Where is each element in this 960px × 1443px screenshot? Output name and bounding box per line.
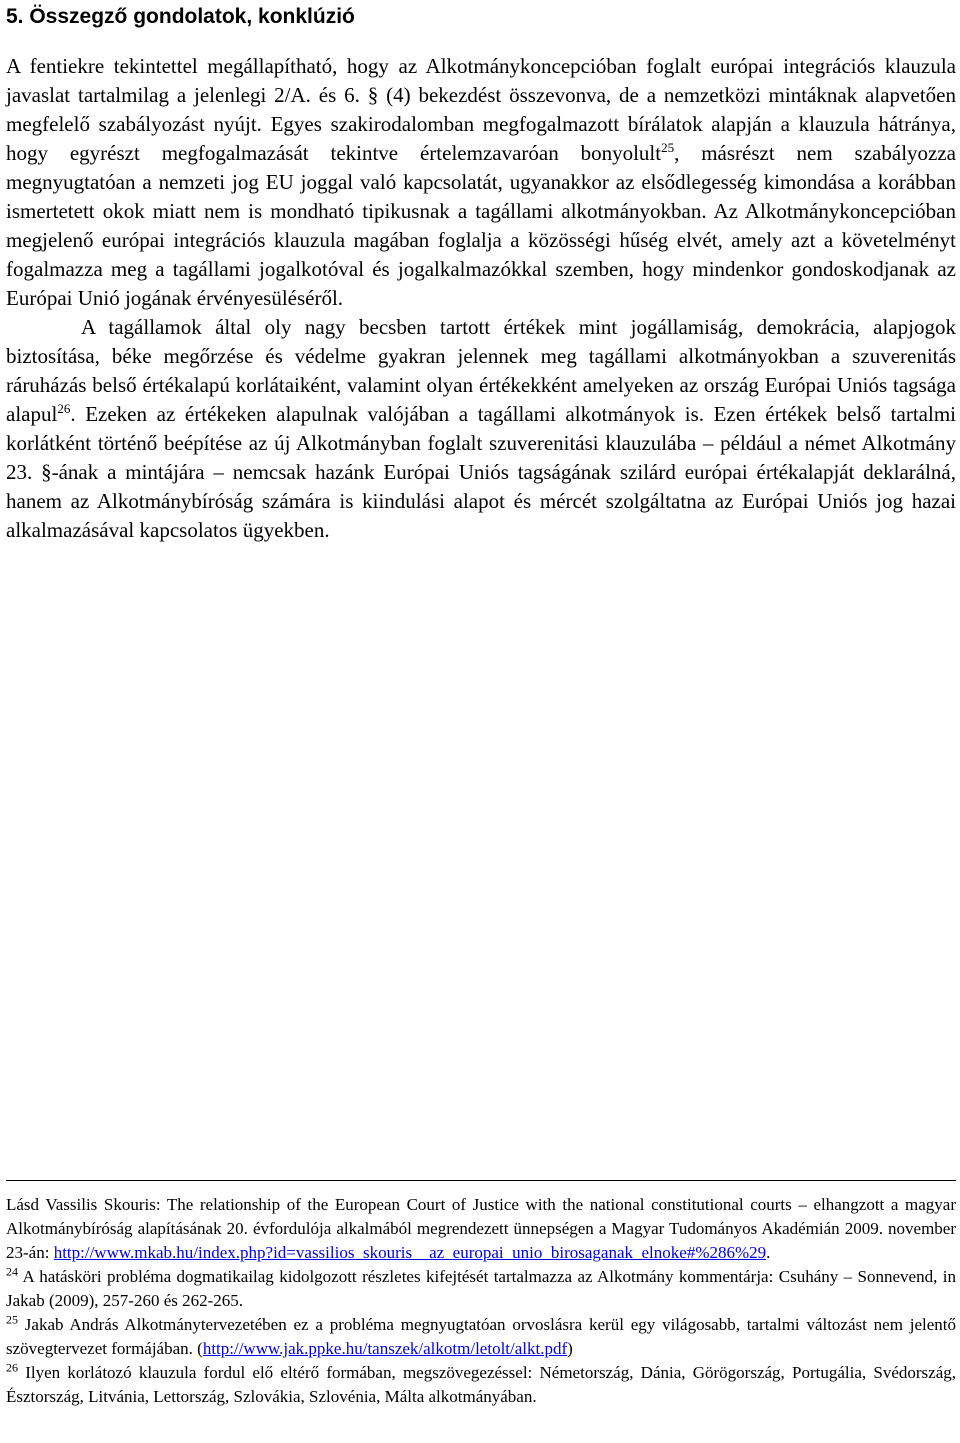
footnote-25-link[interactable]: http://www.jak.ppke.hu/tanszek/alkotm/letolt/alkt.pdf bbox=[202, 1339, 568, 1358]
footnote-26 bbox=[6, 1361, 956, 1409]
footnote-25-after: ) bbox=[567, 1339, 573, 1358]
footnote-23-text: Lásd Vassilis Skouris: The relationship of the European Court of Justice with the national constitutional courts – elhangzott a magyar Alkotmánybíróság alapításának 20. évfordulója alkalmából megrendezett ünnepségen a Magyar Tudományos Akadémián 2009. november 23-án: bbox=[6, 1195, 956, 1262]
footnote-25 bbox=[6, 1313, 956, 1361]
footnote-25-text: Jakab András Alkotmánytervezetében ez a probléma megnyugtatóan orvoslásra kerül egy világosabb, tartalmi változást nem jelentő szövegtervezet formájában. ( bbox=[6, 1315, 956, 1358]
footnote-26-number: 26 bbox=[6, 1360, 18, 1375]
footnote-24-number: 24 bbox=[6, 1264, 18, 1279]
footnote-separator bbox=[6, 1180, 956, 1181]
paragraph-1-part-1: A fentiekre tekintettel megállapítható, hogy az Alkotmánykoncepcióban foglalt európai integrációs klauzula javaslat tartalmilag a jelenlegi 2/A. és 6. § (4) bekezdést összevonva, de a nemzetközi mintáknak alapvetően megfelelő szabályozást nyújt. Egyes szakirodalomban megfogalmazott bírálatok alapján a klauzula hátránya, hogy egyrészt megfogalmazását tekintve értelemzavaróan bonyolult bbox=[6, 54, 956, 165]
section-heading: 5. Összegző gondolatok, konklúzió bbox=[6, 5, 355, 28]
paragraph-2-part-2: . Ezeken az értékeken alapulnak valójában a tagállami alkotmányok is. Ezen értékek belső tartalmi korlátként történő beépítése az új Alkotmányban foglalt szuverenitási klauzulába – például a német Alkotmány 23. §-ának a mintájára – nemcsak hazánk Európai Uniós tagságának szilárd európai értékalapját deklarálná, hanem az Alkotmánybíróság számára is kiindulási alapot és mércét szolgáltatna az Európai Uniós jog hazai alkalmazásával kapcsolatos ügyekben. bbox=[6, 402, 956, 542]
document-page bbox=[6, 0, 956, 545]
paragraph-1 bbox=[6, 52, 956, 313]
footnote-ref-25[interactable]: 25 bbox=[661, 140, 675, 155]
footnote-24-text: A hatásköri probléma dogmatikailag kidolgozott részletes kifejtését tartalmazza az Alkotmány kommentárja: Csuhány – Sonnevend, in Jakab (2009), 257-260 és 262-265. bbox=[6, 1267, 956, 1310]
paragraph-2 bbox=[6, 313, 956, 545]
footnote-25-number: 25 bbox=[6, 1312, 18, 1327]
body-text bbox=[6, 52, 956, 545]
paragraph-1-part-2: , másrészt nem szabályozza megnyugtatóan a nemzeti jog EU joggal való kapcsolatát, ugyanakkor az elsődlegesség kimondása a korábban ismertetett okok miatt nem is mondható tipikusnak a tagállami alkotmányokban. Az Alkotmánykoncepcióban megjelenő európai integrációs klauzula magában foglalja a közösségi hűség elvét, amely azt a követelményt fogalmazza meg a tagállami jogalkotóval és jogalkalmazókkal szemben, hogy mindenkor gondoskodjanak az Európai Unió jogának érvényesüléséről. bbox=[6, 141, 956, 310]
footnote-ref-26[interactable]: 26 bbox=[57, 401, 71, 416]
footnotes-section bbox=[6, 1180, 956, 1409]
footnote-23-link[interactable]: http://www.mkab.hu/index.php?id=vassilios_skouris__az_europai_unio_birosaganak_elnoke#%286%29 bbox=[53, 1243, 767, 1262]
footnote-24 bbox=[6, 1265, 956, 1313]
footnote-23 bbox=[6, 1193, 956, 1265]
paragraph-2-part-1: A tagállamok által oly nagy becsben tartott értékek mint jogállamiság, demokrácia, alapjogok biztosítása, béke megőrzése és védelme gyakran jelennek meg tagállami alkotmányokban a szuverenitás ráruházás belső értékalapú korlátaiként, valamint olyan értékekként amelyeken az ország Európai Uniós tagsága alapul bbox=[6, 315, 956, 426]
footnote-26-text: Ilyen korlátozó klauzula fordul elő eltérő formában, megszövegezéssel: Németország, Dánia, Görögország, Portugália, Svédország, Észtország, Litvánia, Lettország, Szlovákia, Szlovénia, Málta alkotmányában. bbox=[6, 1363, 956, 1406]
footnote-23-after: . bbox=[766, 1243, 771, 1262]
